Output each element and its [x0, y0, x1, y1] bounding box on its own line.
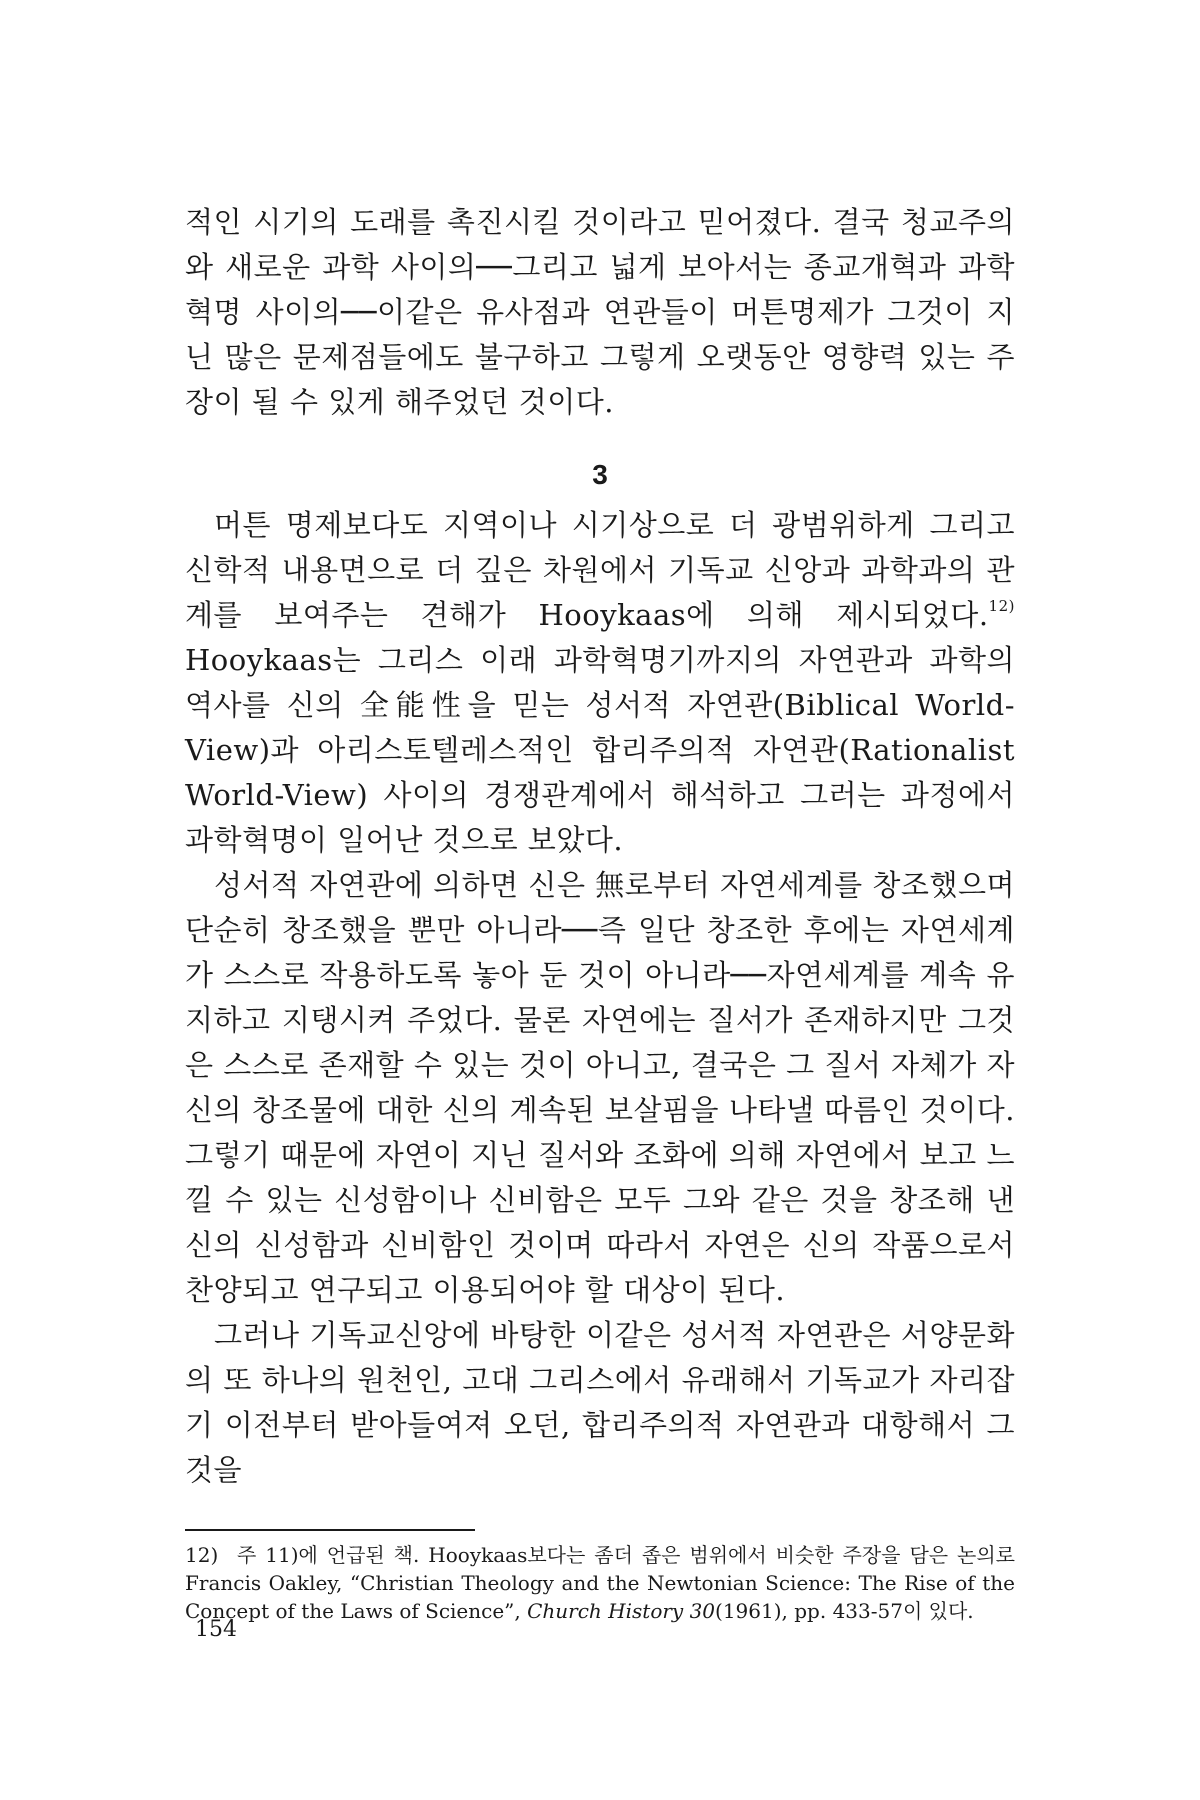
footnote-volume: 30	[683, 1599, 716, 1623]
paragraph-biblical-view: 성서적 자연관에 의하면 신은 無로부터 자연세계를 창조했으며 단순히 창조했을 뿐만 아니라──즉 일단 창조한 후에는 자연세계가 스스로 작용하도록 놓아 둔 것이 아니라──자연세계를 계속 유지하고 지탱시켜 주었다. 물론 자연에는 질서가 존재하지만 그것은 스스로 존재할 수 있는 것이 아니고, 결국은 그 질서 자체가 자신의 창조물에 대한 신의 계속된 보살핌을 나타낼 따름인 것이다. 그렇기 때문에 자연이 지닌 질서와 조화에 의해 자연에서 보고 느낄 수 있는 신성함이나 신비함은 모두 그와 같은 것을 창조해 낸 신의 신성함과 신비함인 것이며 따라서 자연은 신의 작품으로서 찬양되고 연구되고 이용되어야 할 대상이 된다.	[185, 868, 1015, 1307]
footnote-12	[185, 1541, 1015, 1625]
section-number: 3	[592, 459, 608, 490]
footnote-reference: 12)	[988, 597, 1015, 615]
page-number: 154	[195, 1617, 237, 1642]
footnote-text-main: 주 11)에 언급된 책. Hooykaas보다는 좀더 좁은 범위에서 비슷한 주장을 담은 논의로 Francis Oakley, “Christian Theology and the Newtonian Science: The Rise of the Concept of the Laws of Science”,	[185, 1543, 1015, 1623]
footnote-label: 12)	[185, 1543, 219, 1567]
footnote-text	[185, 1543, 1015, 1623]
footnote-journal: Church History	[527, 1599, 684, 1623]
page-body	[185, 200, 1015, 1625]
footnote-divider	[185, 1529, 475, 1531]
paragraph-hooykaas-text-2: Hooykaas는 그리스 이래 과학혁명기까지의 자연관과 과학의 역사를 신의 全能性을 믿는 성서적 자연관(Biblical World-View)과 아리스토텔레스적인 합리주의적 자연관(Rationalist World-View) 사이의 경쟁관계에서 해석하고 그러는 과정에서 과학혁명이 일어난 것으로 보았다.	[185, 643, 1015, 857]
paragraph-rationalist-contrast: 그러나 기독교신앙에 바탕한 이같은 성서적 자연관은 서양문화의 또 하나의 원천인, 고대 그리스에서 유래해서 기독교가 자리잡기 이전부터 받아들여져 오던, 합리주의적 자연관과 대항해서 그것을	[185, 1318, 1015, 1487]
paragraph-hooykaas-text-1: 머튼 명제보다도 지역이나 시기상으로 더 광범위하게 그리고 신학적 내용면으로 더 깊은 차원에서 기독교 신앙과 과학과의 관계를 보여주는 견해가 Hooykaas에 의해 제시되었다.	[185, 508, 1015, 632]
paragraph-continued: 적인 시기의 도래를 촉진시킬 것이라고 믿어졌다. 결국 청교주의와 새로운 과학 사이의──그리고 넓게 보아서는 종교개혁과 과학혁명 사이의──이같은 유사점과 연관들이 머튼명제가 그것이 지닌 많은 문제점들에도 불구하고 그렇게 오랫동안 영향력 있는 주장이 될 수 있게 해주었던 것이다.	[185, 205, 1015, 419]
footnote-text-end: (1961), pp. 433-57이 있다.	[715, 1599, 974, 1623]
paragraph-hooykaas	[185, 503, 1015, 863]
